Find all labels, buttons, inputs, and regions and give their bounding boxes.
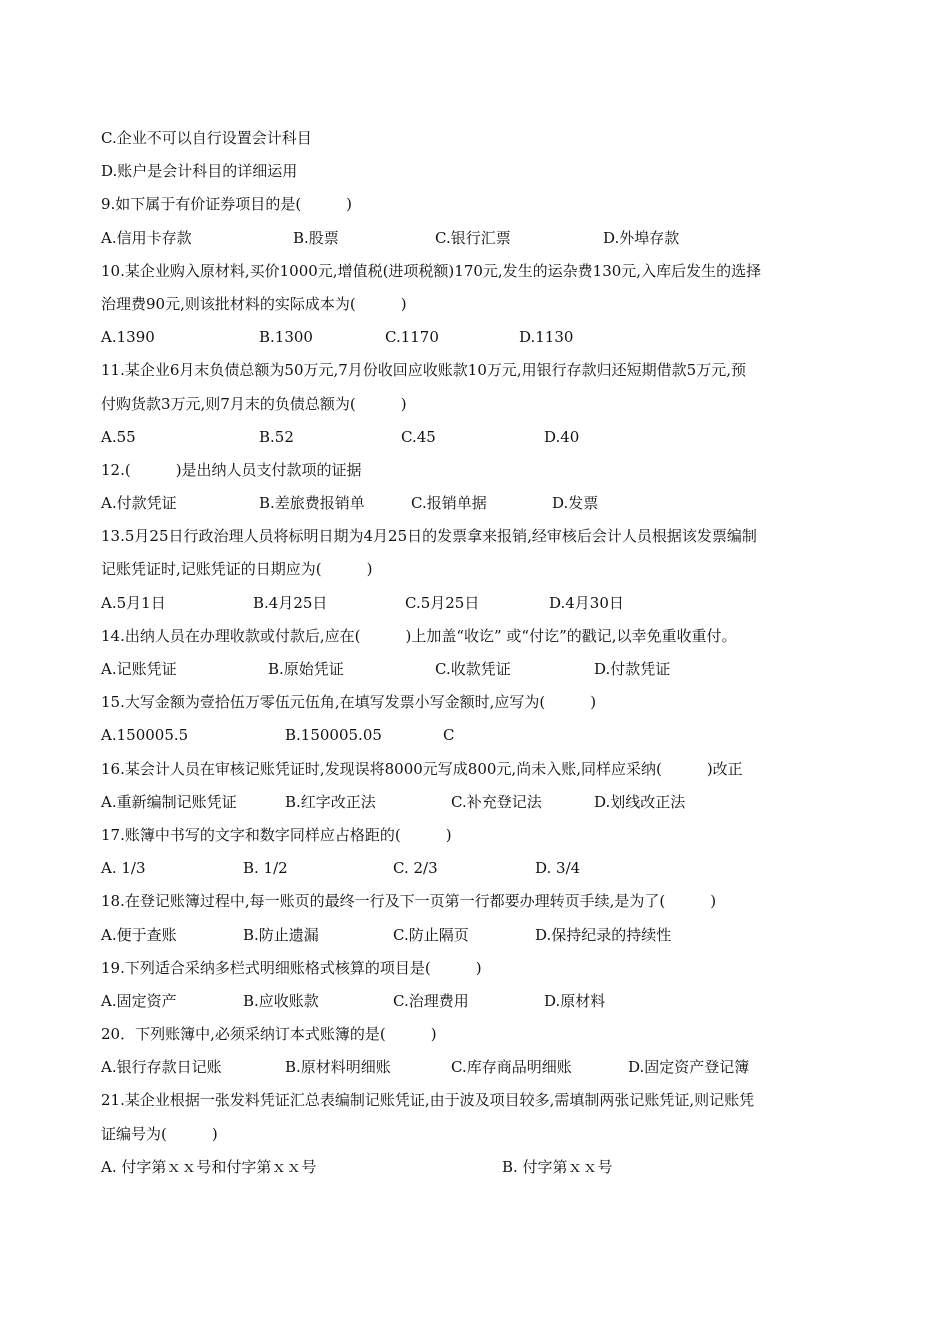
answer-option: D.付款凭证 xyxy=(594,660,671,678)
answer-option: C.报销单据 xyxy=(411,494,487,513)
answer-option: A.150005.5 xyxy=(101,726,189,745)
answer-option: A.1390 xyxy=(101,328,155,347)
answer-option: A. 1/3 xyxy=(101,859,146,878)
answer-options-row xyxy=(101,222,861,255)
answer-options-row xyxy=(101,1151,861,1184)
answer-option: D. 3/4 xyxy=(535,859,581,878)
question-text-line: 20．下列账簿中,必须采纳订本式账簿的是( ) xyxy=(101,1025,437,1044)
answer-options-row xyxy=(101,487,861,520)
answer-option: C.补充登记法 xyxy=(451,792,542,811)
answer-option: D.发票 xyxy=(552,494,599,513)
answer-option: C.库存商品明细账 xyxy=(451,1058,572,1077)
answer-option: B.原始凭证 xyxy=(268,660,344,678)
answer-option: B.股票 xyxy=(293,228,339,247)
answer-option: C.5月25日 xyxy=(405,593,480,612)
answer-option: A.便于查账 xyxy=(101,925,177,944)
answer-option: D.划线改正法 xyxy=(594,792,686,811)
answer-option: A.重新编制记账凭证 xyxy=(101,792,237,811)
answer-option: A.付款凭证 xyxy=(101,494,177,513)
answer-option: A.银行存款日记账 xyxy=(101,1058,222,1077)
answer-options-row xyxy=(101,786,861,819)
answer-options-row xyxy=(101,321,861,354)
answer-option: C.45 xyxy=(401,427,436,446)
answer-option: C.治理费用 xyxy=(393,991,469,1010)
answer-option: D.固定资产登记簿 xyxy=(628,1058,750,1077)
answer-option: B.原材料明细账 xyxy=(285,1058,391,1077)
answer-option: A. 付字第ｘｘ号和付字第ｘｘ号 xyxy=(101,1157,317,1176)
answer-option: B.应收账款 xyxy=(243,991,319,1010)
answer-option: B.52 xyxy=(259,427,294,446)
question-text-line: C.企业不可以自行设置会计科目 xyxy=(101,129,312,147)
answer-option: A.5月1日 xyxy=(101,593,166,612)
answer-option: C xyxy=(443,726,455,745)
answer-option: D.外埠存款 xyxy=(603,228,680,247)
question-text-line: 16.某会计人员在审核记账凭证时,发现误将8000元写成800元,尚未入账,同样应采纳( )改正 xyxy=(101,759,743,778)
answer-option: B.红字改正法 xyxy=(285,792,376,811)
question-text-line: 10.某企业购入原材料,买价1000元,增值税(进项税额)170元,发生的运杂费130元,入库后发生的选择 xyxy=(101,261,762,280)
answer-option: D.原材料 xyxy=(544,991,606,1010)
question-text-line: 17.账簿中书写的文字和数字同样应占格距的( ) xyxy=(101,825,452,844)
answer-option: C.1170 xyxy=(385,328,439,347)
question-text-line: D.账户是会计科目的详细运用 xyxy=(101,162,298,181)
question-text-line: 14.出纳人员在办理收款或付款后,应在( )上加盖“收讫” 或“付讫”的戳记,以幸免重收重付。 xyxy=(101,626,737,645)
answer-option: C.银行汇票 xyxy=(435,228,511,247)
question-text-line: 12.( )是出纳人员支付款项的证据 xyxy=(101,460,362,479)
answer-option: B.4月25日 xyxy=(253,593,328,612)
answer-option: D.保持纪录的持续性 xyxy=(535,925,672,944)
question-text-line: 付购货款3万元,则7月末的负债总额为( ) xyxy=(101,394,407,413)
question-text-line: 记账凭证时,记账凭证的日期应为( ) xyxy=(101,560,373,579)
answer-options-row xyxy=(101,421,861,454)
answer-option: D.1130 xyxy=(519,328,574,347)
question-text-line: 证编号为( ) xyxy=(101,1124,218,1143)
document-body xyxy=(101,122,861,1184)
answer-options-row xyxy=(101,653,861,686)
answer-options-row xyxy=(101,587,861,620)
question-text-line: 19.下列适合采纳多栏式明细账格式核算的项目是( ) xyxy=(101,958,482,977)
question-text-line: 18.在登记账簿过程中,每一账页的最终一行及下一页第一行都要办理转页手续,是为了( ) xyxy=(101,892,717,911)
question-text-line: 治理费90元,则该批材料的实际成本为( ) xyxy=(101,294,407,313)
answer-option: B.150005.05 xyxy=(285,726,382,745)
answer-option: A.55 xyxy=(101,427,136,446)
answer-option: B. 付字第ｘｘ号 xyxy=(502,1157,613,1176)
answer-options-row xyxy=(101,919,861,952)
answer-options-row xyxy=(101,719,861,752)
question-text-line: 11.某企业6月末负债总额为50万元,7月份收回应收账款10万元,用银行存款归还短期借款5万元,预 xyxy=(101,361,746,380)
question-text-line: 21.某企业根据一张发料凭证汇总表编制记账凭证,由于波及项目较多,需填制两张记账凭证,则记账凭 xyxy=(101,1091,755,1110)
answer-option: A.记账凭证 xyxy=(101,660,177,678)
question-text-line: 13.5月25日行政治理人员将标明日期为4月25日的发票拿来报销,经审核后会计人员根据该发票编制 xyxy=(101,527,757,546)
answer-option: C. 2/3 xyxy=(393,859,438,878)
answer-option: C.收款凭证 xyxy=(435,660,511,678)
answer-option: B. 1/2 xyxy=(243,859,288,878)
question-text-line: 9.如下属于有价证券项目的是( ) xyxy=(101,195,353,214)
answer-options-row xyxy=(101,852,861,885)
answer-options-row xyxy=(101,1051,861,1084)
answer-option: B.1300 xyxy=(259,328,313,347)
answer-options-row xyxy=(101,985,861,1018)
answer-option: B.防止遗漏 xyxy=(243,925,319,944)
answer-option: A.信用卡存款 xyxy=(101,228,192,247)
answer-option: A.固定资产 xyxy=(101,991,177,1010)
answer-option: D.40 xyxy=(544,427,580,446)
answer-option: B.差旅费报销单 xyxy=(259,494,365,513)
answer-option: C.防止隔页 xyxy=(393,925,469,944)
answer-option: D.4月30日 xyxy=(549,593,624,612)
question-text-line: 15.大写金额为壹拾伍万零伍元伍角,在填写发票小写金额时,应写为( ) xyxy=(101,693,597,712)
